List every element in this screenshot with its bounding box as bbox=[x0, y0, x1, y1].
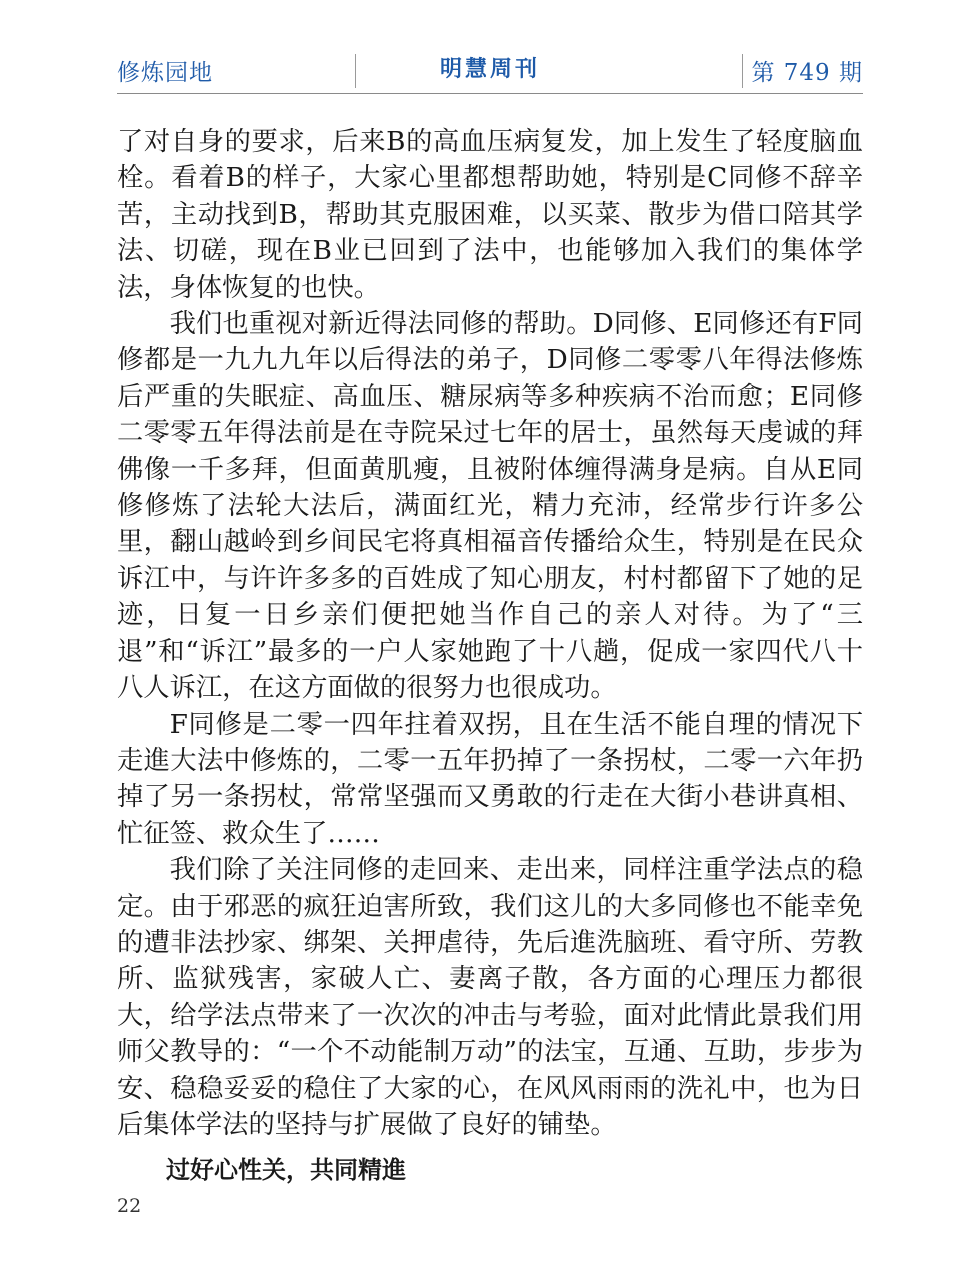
publication-title: 明慧周刊 bbox=[439, 57, 540, 82]
paragraph: 我们也重视对新近得法同修的帮助。D同修、E同修还有F同修都是一九九九年以后得法的弟子，D同修二零零八年得法修炼后严重的失眠症、高血压、糖尿病等多种疾病不治而愈；E同修二零零五年得法前是在寺院呆过七年的居士，虽然每天虔诚的拜佛像一千多拜，但面黄肌瘦，且被附体缠得满身是病。自从E同修修炼了法轮大法后，满面红光，精力充沛，经常步行许多公里，翻山越岭到乡间民宅将真相福音传播给众生，特别是在民众诉江中，与许许多多的百姓成了知心朋友，村村都留下了她的足迹，日复一日乡亲们便把她当作自己的亲人对待。为了“三退”和“诉江”最多的一户人家她跑了十八趟，促成一家四代八十八人诉江，在这方面做的很努力也很成功。 bbox=[117, 309, 863, 704]
section-title: 修炼园地 bbox=[117, 60, 213, 86]
issue-number: 第 749 期 bbox=[751, 60, 863, 86]
section-subheading: 过好心性关，共同精進 bbox=[166, 1156, 406, 1184]
paragraph: F同修是二零一四年拄着双拐，且在生活不能自理的情况下走進大法中修炼的，二零一五年扔掉了一条拐杖，二零一六年扔掉了另一条拐杖，常常坚强而又勇敢的行走在大街小巷讲真相、忙征签、救众生了…… bbox=[117, 709, 863, 849]
page-number: 22 bbox=[117, 1195, 142, 1217]
article-body bbox=[117, 124, 863, 1143]
paragraph: 我们除了关注同修的走回来、走出来，同样注重学法点的稳定。由于邪恶的疯狂迫害所致，我们这儿的大多同修也不能幸免的遭非法抄家、绑架、关押虐待，先后進洗脑班、看守所、劳教所、监狱残害，家破人亡、妻离子散，各方面的心理压力都很大，给学法点带来了一次次的冲击与考验，面对此情此景我们用师父教导的：“一个不动能制万动”的法宝，互通、互助，步步为安、稳稳妥妥的稳住了大家的心，在风风雨雨的洗礼中，也为日后集体学法的坚持与扩展做了良好的铺垫。 bbox=[117, 855, 863, 1140]
paragraph-continued: 了对自身的要求，后来B的高血压病复发，加上发生了轻度脑血栓。看着B的样子，大家心里都想帮助她，特别是C同修不辞辛苦，主动找到B，帮助其克服困难，以买菜、散步为借口陪其学法、切磋，现在B业已回到了法中，也能够加入我们的集体学法，身体恢复的也快。 bbox=[117, 127, 863, 303]
header-divider-right bbox=[742, 54, 743, 88]
page-header bbox=[117, 48, 863, 94]
